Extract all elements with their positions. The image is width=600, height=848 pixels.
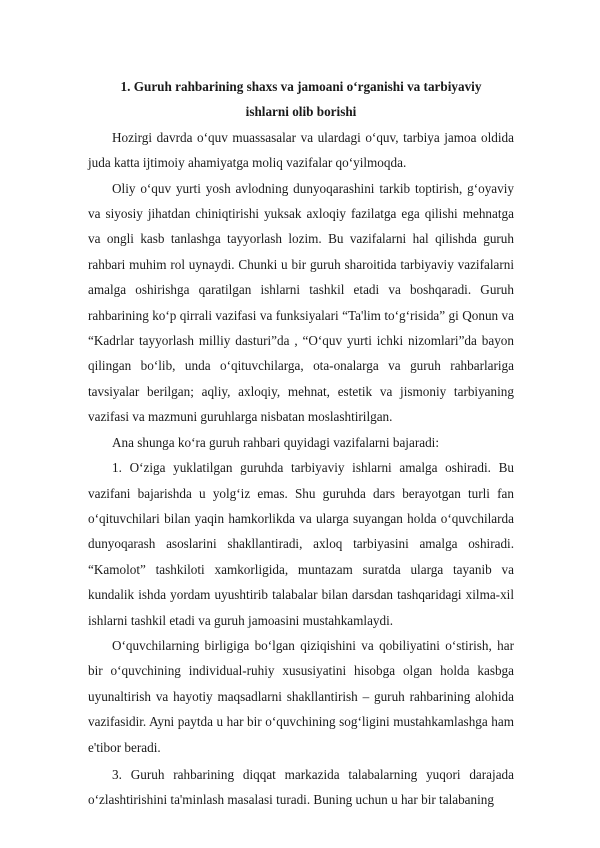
paragraph-intro: Hozirgi davrda o‘quv muassasalar va ulardagi o‘quv, tarbiya jamoa oldida juda katta ijtimoiy ahamiyatga moliq vazifalar qo‘yilmoqda. bbox=[88, 129, 514, 171]
paragraph-university-tasks: Oliy o‘quv yurti yosh avlodning dunyoqarashini tarkib toptirish, g‘oyaviy va siyosiy jihatdan chiniqtirishi yuksak axloqiy fazilatga ega qilishi mehnatga va ongli kasb tanlashga tayyorlash lozim. Bu vazifalarni hal qilishda guruh rahbari muhim rol uynaydi. Chunki u bir guruh sharoitida tarbiyaviy vazifalarni amalga oshirishga qaratilgan ishlarni tashkil etadi va boshqaradi. Guruh rahbarining ko‘p qirrali vazifasi va funksiyalari “Ta'lim to‘g‘risida” gi Qonun va “Kadrlar tayyorlash milliy dasturi”da , “O‘quv yurti ichki nizomlari”da bayon qilingan bo‘lib, unda o‘qituvchilarga, ota-onalarga va guruh rahbarlariga tavsiyalar berilgan; aqliy, axloqiy, mehnat, estetik va jismoniy tarbiyaning vazifasi va mazmuni guruhlarga nisbatan moslashtirilgan. bbox=[88, 180, 514, 425]
paragraph-duty-1: 1. O‘ziga yuklatilgan guruhda tarbiyaviy ishlarni amalga oshiradi. Bu vazifani bajarishda u yolg‘iz emas. Shu guruhda dars berayotgan turli fan o‘qituvchilari bilan yaqin hamkorlikda va ularga suyangan holda o‘quvchilarda dunyoqarash asoslarini shakllantiradi, axloq tarbiyasini amalga oshiradi. “Kamolot” tashkiloti xamkorligida, muntazam suratda ularga tayanib va kundalik ishda yordam uyushtirib talabalar bilan darsdan tashqaridagi xilma-xil ishlarni tashkil etadi va guruh jamoasini mustahkamlaydi. bbox=[88, 460, 514, 628]
title-line-2: ishlarni olib borishi bbox=[245, 104, 357, 120]
title-line-1: 1. Guruh rahbarining shaxs va jamoani o‘rganishi va tarbiyaviy bbox=[120, 79, 482, 94]
paragraph-duty-2: O‘quvchilarning birligiga bo‘lgan qiziqishini va qobiliyatini o‘stirish, har bir o‘quvchining individual-ruhiy xususiyatini hisobga olgan holda kasbga uyunaltirish va hayotiy maqsadlarni shakllantirish – guruh rahbarining alohida vazifasidir. Ayni paytda u har bir o‘quvchining sog‘ligini mustahkamlashga ham e'tibor beradi. bbox=[88, 637, 514, 755]
paragraph-duties-intro: Ana shunga ko‘ra guruh rahbari quyidagi vazifalarni bajaradi: bbox=[112, 434, 439, 450]
document-title bbox=[88, 74, 514, 125]
paragraph-duty-3: 3. Guruh rahbarining diqqat markazida talabalarning yuqori darajada o‘zlashtirishini ta'minlash masalasi turadi. Buning uchun u har bir talabaning bbox=[88, 766, 514, 808]
